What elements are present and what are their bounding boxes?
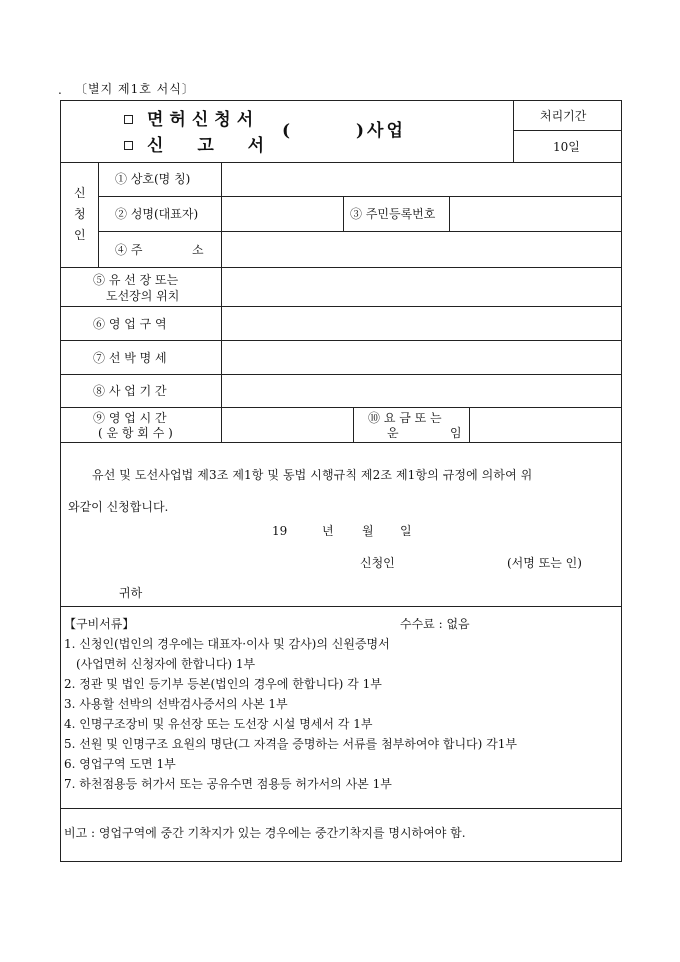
address-label-char: 소 [192,243,204,257]
vessel-label: ⑦ 선 박 명 세 [93,351,167,365]
hours-field[interactable] [222,408,352,441]
area-label: ⑥ 영 업 구 역 [93,317,167,331]
business-paren-open: ( [282,121,291,141]
resident-number-label: ③ 주민등록번호 [350,207,436,221]
document-item: 3. 사용할 선박의 선박검사증서의 사본 1부 [64,697,288,711]
divider [513,100,514,162]
processing-period-label: 처리기간 [540,109,587,123]
location-label-line1: ⑤ 유 선 장 또는 [93,273,179,287]
location-label-line2: 도선장의 위치 [106,289,180,303]
divider [98,162,99,267]
title-report-label: 신 고 서 [147,136,279,156]
divider [343,196,344,231]
fee-label-line2b: 임 [450,426,462,440]
statement-line1: 유선 및 도선사업법 제3조 제1항 및 동법 시행규칙 제2조 제1항의 규정에 의하여 위 [92,468,533,482]
location-field[interactable] [222,268,621,305]
document-item: 2. 정관 및 법인 등기부 등본(법인의 경우에 한합니다) 각 1부 [64,677,382,691]
statement-line2: 와같이 신청합니다. [68,500,169,514]
signature-label: (서명 또는 인) [507,556,582,570]
date-year-label: 년 [322,524,334,538]
remarks-note: 비고 : 영업구역에 중간 기착지가 있는 경우에는 중간기착지를 명시하여야 함. [64,826,466,840]
date-month-label: 월 [362,524,374,538]
checkbox-license-icon [124,115,133,124]
document-item: 5. 선원 및 인명구조 요원의 명단(그 자격을 증명하는 서류를 첨부하여야 합니다) 각1부 [64,737,517,751]
divider [60,808,622,809]
resident-number-field[interactable] [450,197,621,230]
hours-label-line1: ⑨ 영 업 시 간 [93,411,167,425]
title-license-label: 면허신청서 [147,110,260,130]
fee-field[interactable] [470,408,621,441]
title-option-license [124,110,259,130]
form-number: 〔별지 제1호 서식〕 [75,82,195,96]
date-year: 19 [272,524,288,538]
fee-label-line1: ⑩ 요 금 또 는 [368,411,442,425]
document-item: (사업면허 신청자에 한합니다) 1부 [76,657,256,671]
applicant-group-label-1: 신 [74,186,86,200]
period-label: ⑧ 사 업 기 간 [93,384,167,398]
leading-dot: . [58,83,62,97]
applicant-group-label-2: 청 [74,207,86,221]
area-field[interactable] [222,307,621,339]
document-item: 7. 하천점용등 허가서 또는 공유수면 점용등 허가서의 사본 1부 [64,777,392,791]
documents-heading: 【구비서류】 [64,617,135,631]
period-field[interactable] [222,375,621,406]
hours-label-line2: ( 운 항 회 수 ) [98,426,173,440]
business-type-label: )사업 [356,121,406,141]
applicant-group-label-3: 인 [74,228,86,242]
document-item: 1. 신청인(법인의 경우에는 대표자·이사 및 감사)의 신원증명서 [64,637,390,651]
document-item: 6. 영업구역 도면 1부 [64,757,176,771]
trade-name-field[interactable] [222,163,621,195]
divider [60,606,622,607]
addressee-label: 귀하 [119,586,143,600]
checkbox-report-icon [124,141,133,150]
title-option-report [124,136,278,156]
address-label-num: ④ 주 [115,243,143,257]
fee-note: 수수료 : 없음 [400,617,470,631]
trade-name-label: ① 상호(명 칭) [115,172,191,186]
document-item: 4. 인명구조장비 및 유선장 또는 도선장 시설 명세서 각 1부 [64,717,373,731]
divider [513,130,622,131]
name-label: ② 성명(대표자) [115,207,199,221]
divider [60,442,622,443]
name-field[interactable] [222,197,342,230]
fee-label-line2a: 운 [387,426,399,440]
processing-period-value: 10일 [553,140,580,154]
date-day-label: 일 [400,524,412,538]
address-field[interactable] [222,232,621,266]
applicant-sign-label: 신청인 [360,556,395,570]
divider [353,407,354,442]
vessel-field[interactable] [222,341,621,373]
